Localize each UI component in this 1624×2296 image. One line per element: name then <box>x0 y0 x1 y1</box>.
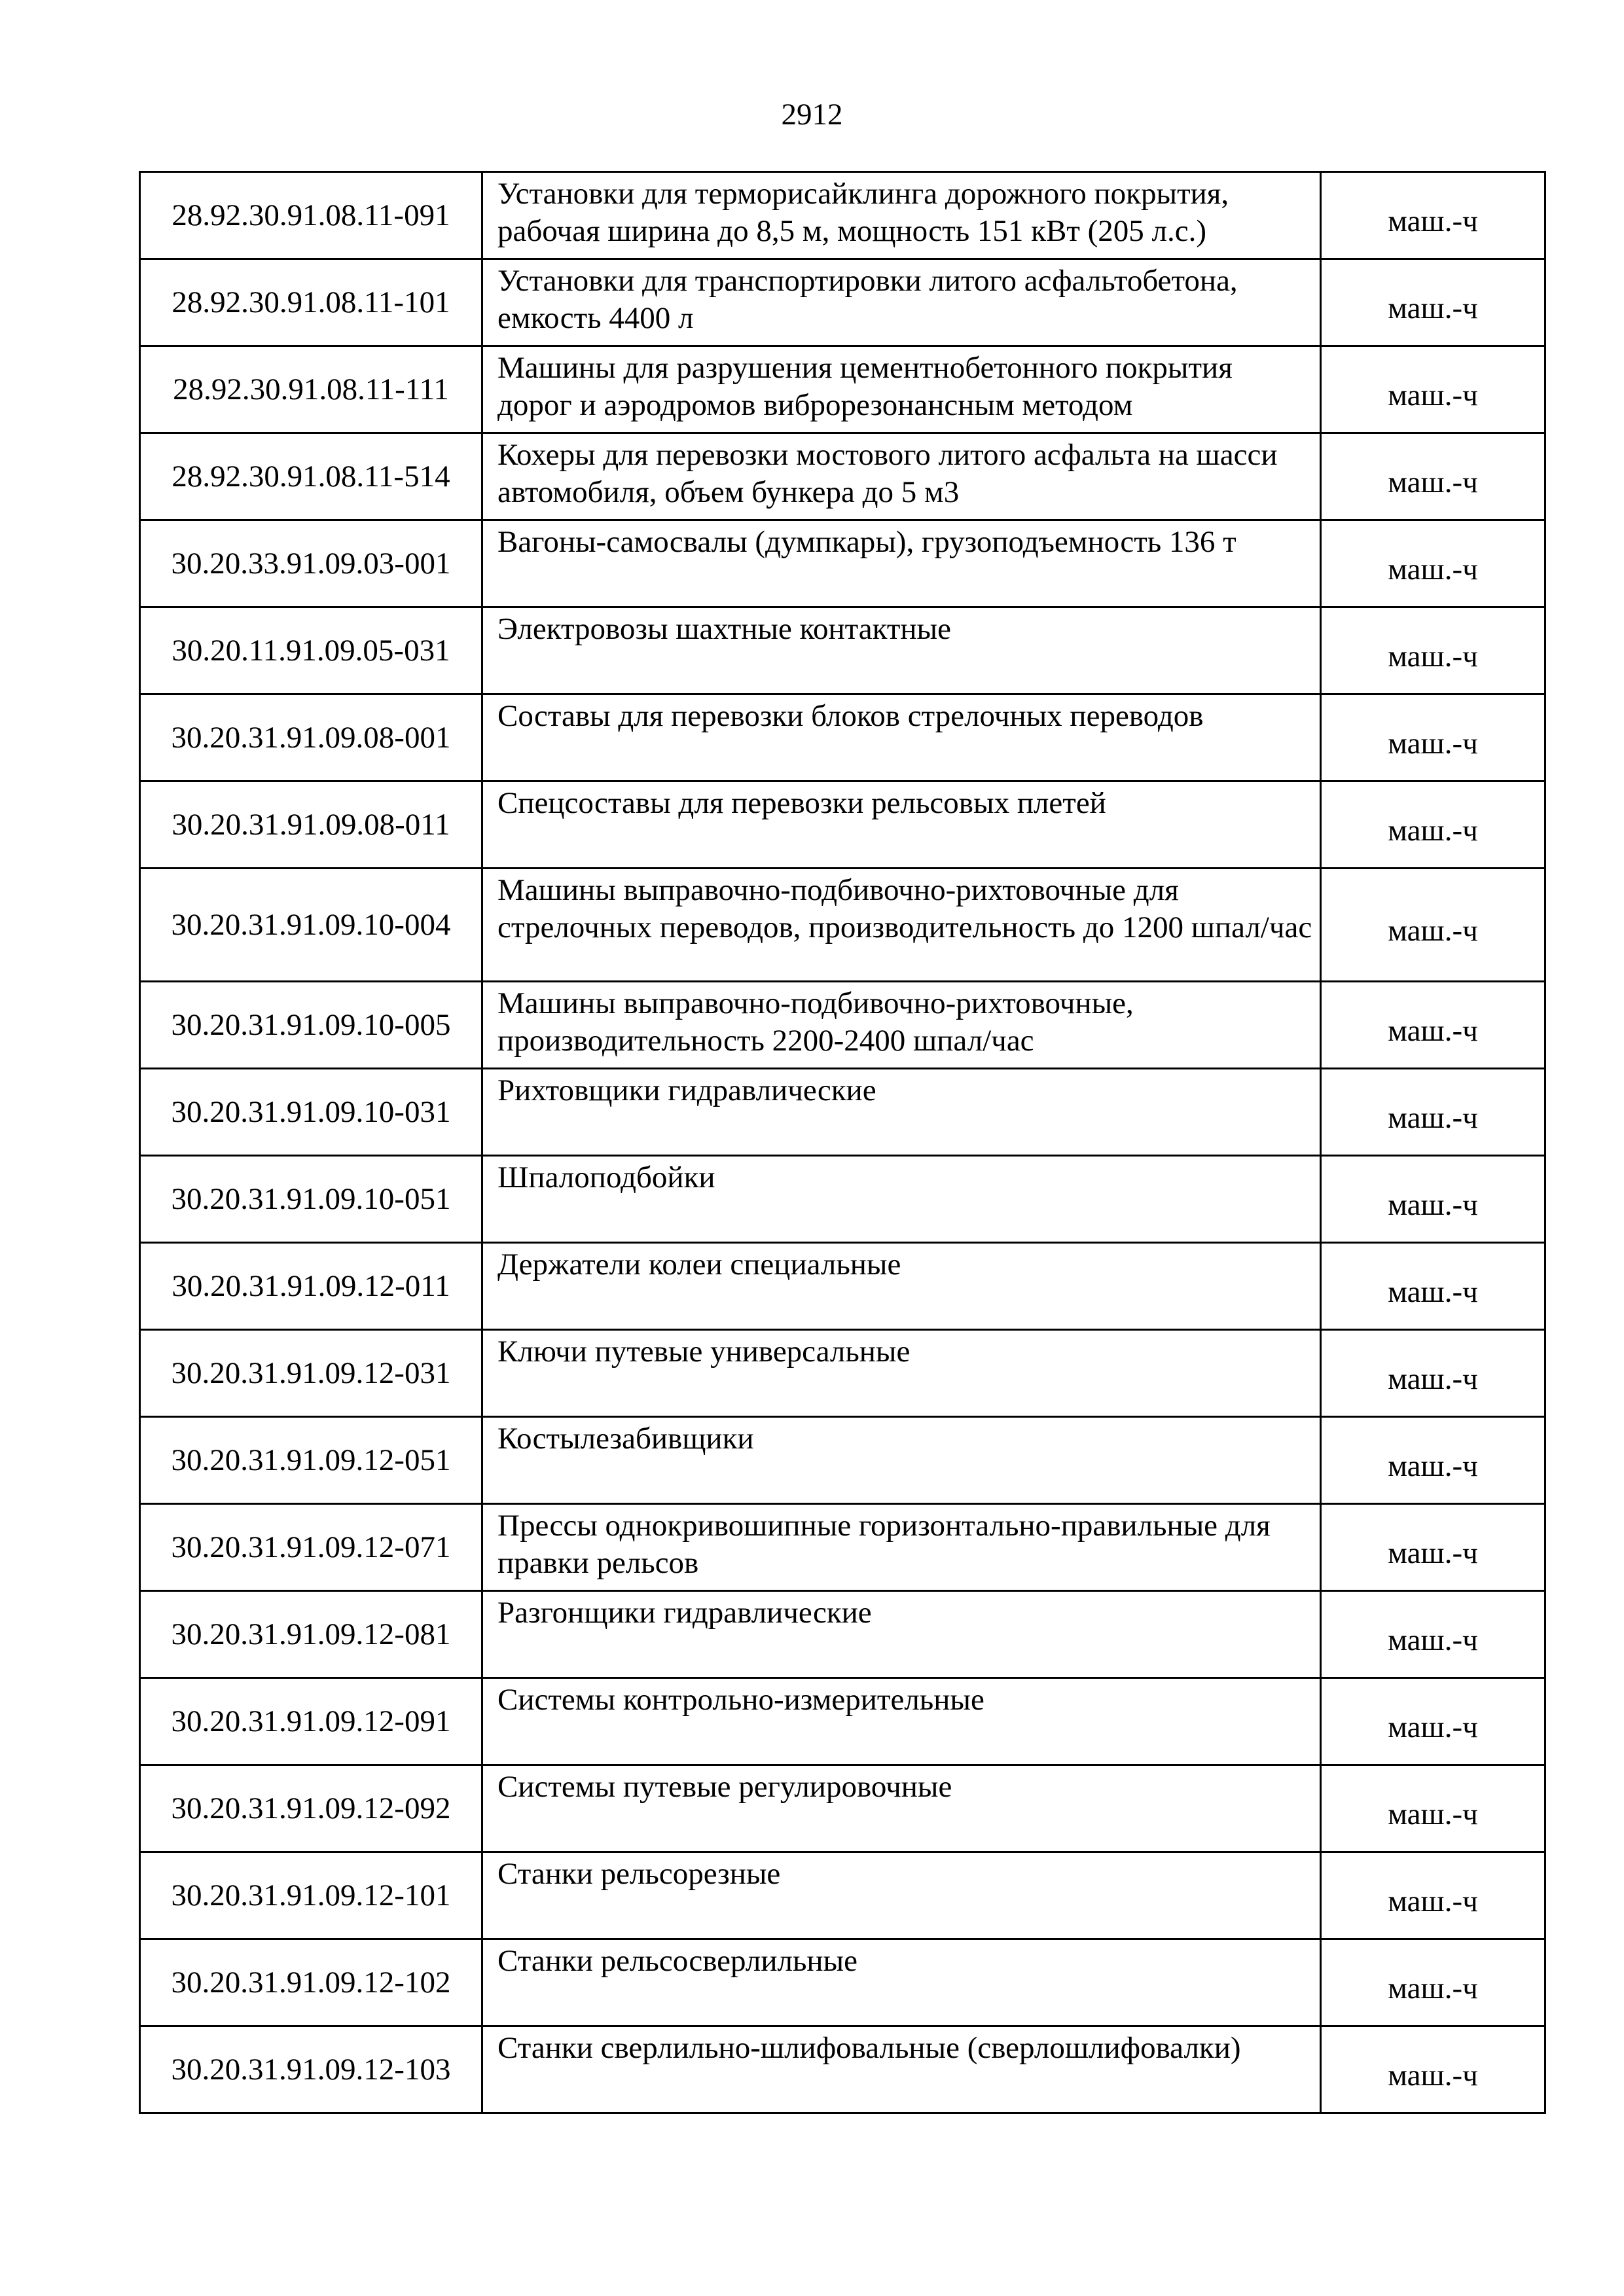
resource-code: 28.92.30.91.08.11-111 <box>140 346 482 433</box>
resource-name: Системы контрольно-измерительные <box>482 1678 1321 1765</box>
table-row <box>140 1156 1545 1243</box>
table-row <box>140 869 1545 982</box>
resource-unit: маш.-ч <box>1321 172 1545 259</box>
resource-code: 30.20.31.91.09.12-081 <box>140 1591 482 1678</box>
table-row <box>140 1939 1545 2026</box>
resource-code: 30.20.31.91.09.10-005 <box>140 982 482 1069</box>
resource-unit: маш.-ч <box>1321 1330 1545 1417</box>
table-row <box>140 2026 1545 2113</box>
resource-unit: маш.-ч <box>1321 1939 1545 2026</box>
table-row <box>140 520 1545 607</box>
resource-code: 30.20.31.91.09.12-071 <box>140 1504 482 1591</box>
resource-name: Спецсоставы для перевозки рельсовых плетей <box>482 781 1321 869</box>
resource-unit: маш.-ч <box>1321 1069 1545 1156</box>
table-row <box>140 1765 1545 1852</box>
table-row <box>140 1243 1545 1330</box>
table-row <box>140 1591 1545 1678</box>
resource-unit: маш.-ч <box>1321 2026 1545 2113</box>
table-row <box>140 172 1545 259</box>
resource-code: 30.20.31.91.09.08-011 <box>140 781 482 869</box>
table-row <box>140 607 1545 694</box>
table-row <box>140 1069 1545 1156</box>
resource-unit: маш.-ч <box>1321 520 1545 607</box>
resource-code: 28.92.30.91.08.11-091 <box>140 172 482 259</box>
resource-name: Ключи путевые универсальные <box>482 1330 1321 1417</box>
resource-unit: маш.-ч <box>1321 1591 1545 1678</box>
resource-name: Шпалоподбойки <box>482 1156 1321 1243</box>
resource-code: 28.92.30.91.08.11-514 <box>140 433 482 520</box>
table-row <box>140 259 1545 346</box>
resource-name: Прессы однокривошипные горизонтально-правильные для правки рельсов <box>482 1504 1321 1591</box>
table-row <box>140 1852 1545 1939</box>
table-row <box>140 781 1545 869</box>
resource-code: 30.20.31.91.09.12-091 <box>140 1678 482 1765</box>
resource-code: 30.20.31.91.09.12-031 <box>140 1330 482 1417</box>
resource-code: 30.20.31.91.09.12-092 <box>140 1765 482 1852</box>
resource-unit: маш.-ч <box>1321 259 1545 346</box>
resource-code: 30.20.31.91.09.12-103 <box>140 2026 482 2113</box>
resource-code: 30.20.31.91.09.10-004 <box>140 869 482 982</box>
table-row <box>140 1417 1545 1504</box>
resource-name: Станки рельсорезные <box>482 1852 1321 1939</box>
resource-code: 30.20.11.91.09.05-031 <box>140 607 482 694</box>
table-row <box>140 1330 1545 1417</box>
resource-name: Машины выправочно-подбивочно-рихтовочные, производительность 2200-2400 шпал/час <box>482 982 1321 1069</box>
resource-code: 30.20.33.91.09.03-001 <box>140 520 482 607</box>
resource-code: 28.92.30.91.08.11-101 <box>140 259 482 346</box>
resource-name: Электровозы шахтные контактные <box>482 607 1321 694</box>
page-number: 2912 <box>781 98 843 132</box>
resource-unit: маш.-ч <box>1321 982 1545 1069</box>
resource-unit: маш.-ч <box>1321 1417 1545 1504</box>
table-row <box>140 694 1545 781</box>
resource-name: Рихтовщики гидравлические <box>482 1069 1321 1156</box>
resource-unit: маш.-ч <box>1321 694 1545 781</box>
resource-unit: маш.-ч <box>1321 1678 1545 1765</box>
resource-name: Машины выправочно-подбивочно-рихтовочные для стрелочных переводов, производительность до 1200 шпал/час <box>482 869 1321 982</box>
resource-code: 30.20.31.91.09.10-031 <box>140 1069 482 1156</box>
resource-code: 30.20.31.91.09.08-001 <box>140 694 482 781</box>
table-row <box>140 346 1545 433</box>
resource-code: 30.20.31.91.09.12-101 <box>140 1852 482 1939</box>
resource-name: Системы путевые регулировочные <box>482 1765 1321 1852</box>
table-row <box>140 433 1545 520</box>
resource-unit: маш.-ч <box>1321 1852 1545 1939</box>
resource-name: Машины для разрушения цементнобетонного покрытия дорог и аэродромов виброрезонансным методом <box>482 346 1321 433</box>
resource-code: 30.20.31.91.09.10-051 <box>140 1156 482 1243</box>
resource-name: Станки сверлильно-шлифовальные (сверлошлифовалки) <box>482 2026 1321 2113</box>
table-row <box>140 1678 1545 1765</box>
resource-unit: маш.-ч <box>1321 346 1545 433</box>
resource-name: Вагоны-самосвалы (думпкары), грузоподъемность 136 т <box>482 520 1321 607</box>
resource-name: Разгонщики гидравлические <box>482 1591 1321 1678</box>
resource-code: 30.20.31.91.09.12-011 <box>140 1243 482 1330</box>
resource-unit: маш.-ч <box>1321 1765 1545 1852</box>
resource-unit: маш.-ч <box>1321 869 1545 982</box>
resource-name: Костылезабивщики <box>482 1417 1321 1504</box>
resource-table <box>139 171 1546 2114</box>
resource-unit: маш.-ч <box>1321 1243 1545 1330</box>
resource-code: 30.20.31.91.09.12-051 <box>140 1417 482 1504</box>
resource-unit: маш.-ч <box>1321 1156 1545 1243</box>
table-row <box>140 1504 1545 1591</box>
resource-name: Станки рельсосверлильные <box>482 1939 1321 2026</box>
resource-name: Держатели колеи специальные <box>482 1243 1321 1330</box>
resource-name: Кохеры для перевозки мостового литого асфальта на шасси автомобиля, объем бункера до 5 м3 <box>482 433 1321 520</box>
resource-unit: маш.-ч <box>1321 433 1545 520</box>
resource-code: 30.20.31.91.09.12-102 <box>140 1939 482 2026</box>
resource-name: Установки для транспортировки литого асфальтобетона, емкость 4400 л <box>482 259 1321 346</box>
resource-unit: маш.-ч <box>1321 607 1545 694</box>
resource-unit: маш.-ч <box>1321 781 1545 869</box>
table-row <box>140 982 1545 1069</box>
resource-name: Составы для перевозки блоков стрелочных переводов <box>482 694 1321 781</box>
resource-unit: маш.-ч <box>1321 1504 1545 1591</box>
resource-name: Установки для терморисайклинга дорожного покрытия, рабочая ширина до 8,5 м, мощность 151 кВт (205 л.с.) <box>482 172 1321 259</box>
